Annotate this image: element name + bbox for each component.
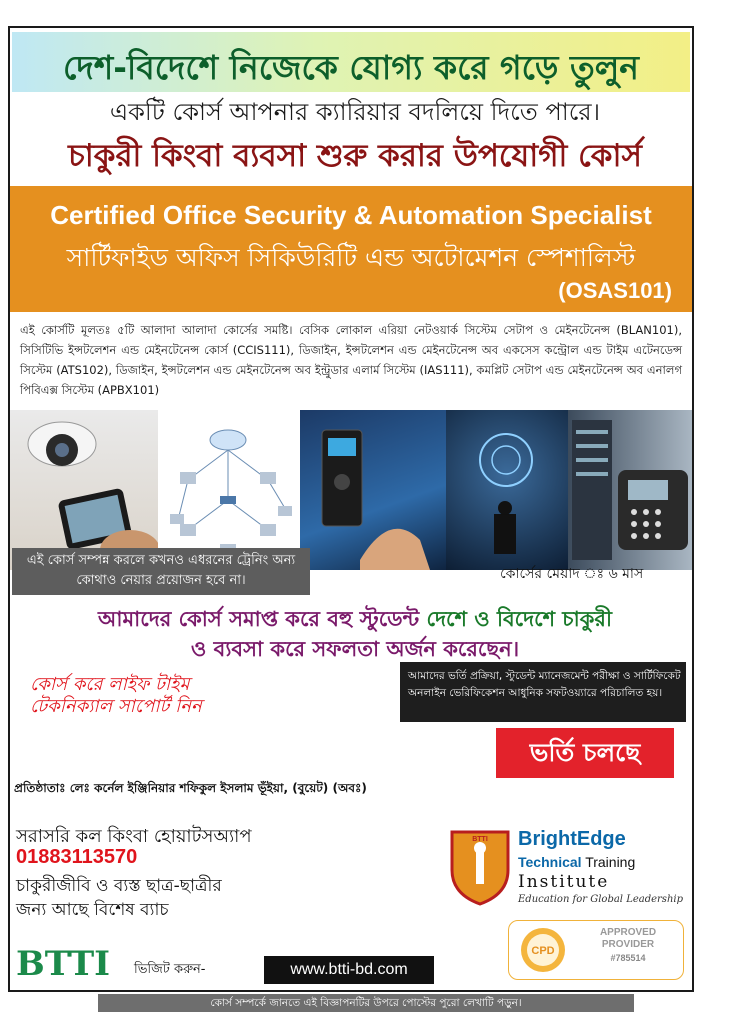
cpd-number: #785514 [610, 953, 646, 963]
brand-slogan: Education for Global Leadership [518, 894, 683, 905]
call-label: সরাসরি কল কিংবা হোয়াটসঅ্যাপ [16, 826, 252, 847]
footer-note: কোর্স সম্পর্কে জানতে এই বিজ্ঞাপনটির উপরে পোস্টের পুরো লেখাটি পড়ুন। [98, 994, 634, 1012]
special-batch-note: চাকুরীজীবি ও ব্যস্ত ছাত্র-ছাত্রীর জন্য আছে বিশেষ ব্যাচ [16, 876, 222, 920]
software-note: আমাদের ভর্তি প্রক্রিয়া, স্টুডেন্ট ম্যানেজমেন্ট পরীক্ষা ও সার্টিফিকেট অনলাইন ভেরিফিকেশন আধুনিক সফটওয়্যারে পরিচালিত হয়। [400, 662, 686, 722]
brand-line2 [518, 854, 635, 870]
course-title-en: Certified Office Security & Automation Specialist [50, 200, 652, 230]
website-link[interactable]: www.btti-bd.com [264, 956, 434, 984]
poster [8, 26, 694, 992]
btti-shield-logo [448, 828, 512, 906]
lifetime-support-note: কোর্স করে লাইফ টাইম টেকনিক্যাল সাপোর্ট নিন [30, 674, 202, 717]
brand-training: Training [585, 854, 636, 870]
course-title-bn: সার্টিফাইড অফিস সিকিউরিটি এন্ড অটোমেশন স্পেশালিস্ট [66, 243, 636, 272]
cctv-image [10, 410, 158, 570]
access-control-image [300, 410, 446, 570]
cpd-logo-text: CPD [531, 945, 555, 957]
phone-number[interactable]: 01883113570 [16, 846, 138, 868]
image-strip [10, 410, 692, 570]
course-code: (OSAS101) [558, 278, 672, 303]
brand-name: BrightEdge [518, 828, 626, 850]
founder-line: প্রতিষ্ঠাতাঃ লেঃ কর্নেল ইঞ্জিনিয়ার শফিকুল ইসলাম ভূঁইয়া, (বুয়েট) (অবঃ) [14, 781, 367, 795]
course-title-panel [10, 186, 692, 312]
intruder-alarm-image [446, 410, 568, 570]
success-part1: আমাদের কোর্স সমাপ্ত করে বহু স্টুডেন্ট [98, 607, 420, 631]
no-other-training-note: এই কোর্স সম্পন্ন করলে কখনও এধরনের ট্রেনিং অন্য কোথাও নেয়ার প্রয়োজন হবে না। [12, 548, 310, 595]
pbx-image [568, 410, 692, 570]
cpd-approved-badge [508, 920, 684, 980]
shield-text: BTTI [472, 836, 488, 843]
headline: দেশ-বিদেশে নিজেকে যোগ্য করে গড়ে তুলুন [62, 48, 639, 87]
brand-institute: Institute [518, 872, 610, 892]
course-duration: কোর্সের মেয়াদ ঃ ৬ মাস [500, 566, 644, 582]
success-part3: ও ব্যবসা করে সফলতা অর্জন করেছেন। [190, 637, 520, 661]
brand-technical: Technical [518, 854, 582, 870]
cpd-label [579, 927, 677, 951]
cpd-provider: PROVIDER [601, 939, 655, 950]
subheadline: একটি কোর্স আপনার ক্যারিয়ার বদলিয়ে দিতে পারে। [109, 98, 601, 126]
admission-open-badge[interactable]: ভর্তি চলছে [496, 728, 674, 778]
cpd-approved: APPROVED [599, 927, 657, 938]
network-diagram-image [158, 410, 300, 570]
headline-banner [12, 32, 690, 92]
btti-wordmark: BTTI [16, 944, 111, 984]
success-part2: দেশে ও বিদেশে চাকুরী [426, 607, 612, 631]
course-description: এই কোর্সটি মূলতঃ ৫টি আলাদা আলাদা কোর্সের সমষ্টি। বেসিক লোকাল এরিয়া নেটওয়ার্ক সিস্টেম সেটাপ ও মেইনটেনেন্স (BLAN101), সিসিটিভি ইন্সটলেশন এন্ড মেইনটেনেন্স কোর্স (CCIS111), ডিজাইন, ইন্সটলেশন এন্ড মেইনটেনেন্স অব একসেস কন্ট্রোল এন্ড টাইম এটেনডেন্স সিস্টেম (ATS102), ডিজাইন, ইন্সটলেশন এন্ড মেইনটেনেন্স অব ইন্ট্রুডার এলার্ম সিস্টেম (IAS111), কমপ্লিট সেটাপ এন্ড মেইনটেনেন্স অব এনালগ পিবিএক্স সিস্টেম (APBX101) [20, 323, 682, 397]
success-statement [30, 604, 680, 664]
visit-label: ভিজিট করুন- [134, 962, 206, 977]
tagline: চাকুরী কিংবা ব্যবসা শুরু করার উপযোগী কোর্স [68, 138, 642, 174]
